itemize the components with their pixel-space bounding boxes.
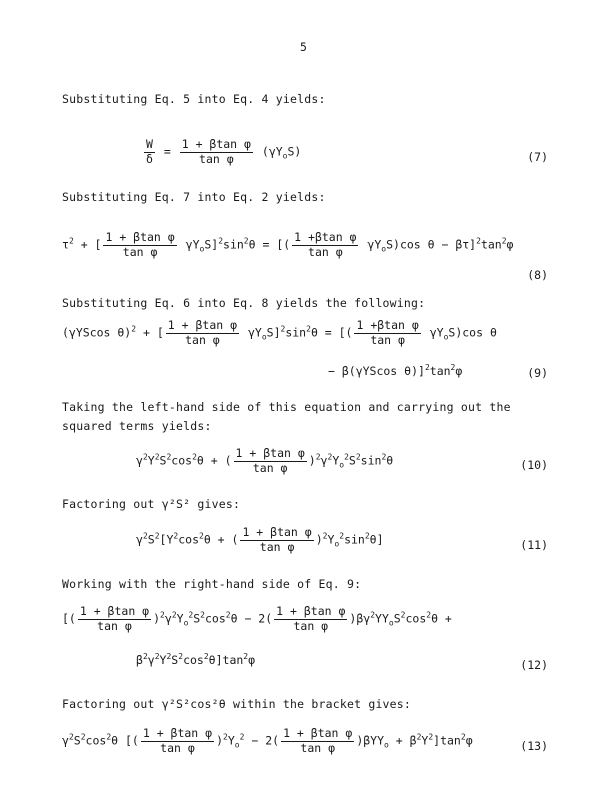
paragraph-2: Substituting Eq. 7 into Eq. 2 yields: [62,190,326,204]
paragraph-1: Substituting Eq. 5 into Eq. 4 yields: [62,92,326,106]
paragraph-6: Working with the right-hand side of Eq. 9: [62,577,362,591]
equation-number-10: (10) [520,458,548,472]
equation-number-8: (8) [527,268,548,282]
equation-number-12: (12) [520,658,548,672]
fraction-7: $\frac{\text{1 + βtan φ}}{\text{tan φ}}$ [242,525,312,554]
equation-7: $\frac{W}{\delta}$ = $\frac{\text{1 + βtan φ}}{\text{tan φ}}$ $(\gamma Y_oS)$ [146,137,302,166]
paragraph-3: Substituting Eq. 6 into Eq. 8 yields the following: [62,296,426,310]
fraction-9: $\frac{\text{1 + βtan φ}}{\text{tan φ}}$ [276,604,346,633]
fraction-6: $\frac{\text{1 + βtan φ}}{\text{tan φ}}$ [235,446,305,475]
equation-12-line-2: $\beta^2\gamma^2Y^2S^2\cos^2\theta]\tan^2\varphi$ [136,652,256,667]
equation-8: $\tau^2$ + [ $\frac{\text{1 + βtan φ}}{\text{tan φ}}$ $\gamma Y_oS]^2\sin^2\theta$ = [( $\frac{\text{1 +βtan φ}}{\text{tan φ}}$ $\gamma Y_oS)\cos$ $\theta - \beta\tau]^2\tan^2\varphi$ [62,230,514,259]
paragraph-7: Factoring out γ²S²cos²θ within the bracket gives: [62,697,412,711]
paragraph-5: Factoring out γ²S² gives: [62,497,241,511]
equation-11: $\gamma^2S^2[Y^2\cos^2\theta$ + ( $\frac{\text{1 + βtan φ}}{\text{tan φ}}$ )$^2Y_o^2\sin^2\theta$] [136,525,384,554]
equation-number-13: (13) [520,739,548,753]
fraction-11: $\frac{\text{1 + βtan φ}}{\text{tan φ}}$ [283,726,353,755]
equation-13: $\gamma^2S^2\cos^2\theta$ [( $\frac{\text{1 + βtan φ}}{\text{tan φ}}$ )$^2Y_o^2 - 2$( $\frac{\text{1 + βtan φ}}{\text{tan φ}}$ )$\beta YY_o + \beta^2Y^2]\tan^2\varphi$ [62,726,473,755]
equation-number-9: (9) [527,366,548,380]
paragraph-4-line-2: squared terms yields: [62,419,212,433]
equation-9-line-2: − β(γYScos $\theta)]^2\tan^2\varphi$ [328,363,463,378]
fraction-2: $\frac{\text{1 + βtan φ}}{\text{tan φ}}$ [105,230,175,259]
fraction-w-delta: $\frac{W}{\delta}$ [146,137,153,166]
fraction-5: $\frac{\text{1 +βtan φ}}{\text{tan φ}}$ [356,318,419,347]
fraction-4: $\frac{\text{1 + βtan φ}}{\text{tan φ}}$ [167,318,238,347]
equation-10: $\gamma^2Y^2S^2\cos^2\theta$ + ( $\frac{\text{1 + βtan φ}}{\text{tan φ}}$ )$^2\gamma^2Y_o^2S^2\sin^2\theta$ [136,446,394,475]
page-number: 5 [300,40,307,54]
equation-number-11: (11) [520,538,548,552]
equation-9-line-1: (γYScos θ)$^2$ + [ $\frac{\text{1 + βtan φ}}{\text{tan φ}}$ $\gamma Y_oS]^2\sin^2\theta$ = [( $\frac{\text{1 +βtan φ}}{\text{tan φ}}$ $\gamma Y_oS)\cos$ θ [62,318,497,347]
fraction-1: $\frac{\text{1 + βtan φ}}{\text{tan φ}}$ [181,137,251,166]
fraction-8: $\frac{\text{1 + βtan φ}}{\text{tan φ}}$ [79,604,150,633]
equation-12-line-1: [( $\frac{\text{1 + βtan φ}}{\text{tan φ}}$ )$^2\gamma^2Y_o^2S^2\cos^2\theta - 2$( $\frac{\text{1 + βtan φ}}{\text{tan φ}}$ )$\beta\gamma^2YY_oS^2\cos^2\theta$ + [62,604,452,633]
fraction-10: $\frac{\text{1 + βtan φ}}{\text{tan φ}}$ [142,726,213,755]
equation-number-7: (7) [527,150,548,164]
fraction-3: $\frac{\text{1 +βtan φ}}{\text{tan φ}}$ [294,230,357,259]
paragraph-4-line-1: Taking the left-hand side of this equation and carrying out the [62,400,511,414]
